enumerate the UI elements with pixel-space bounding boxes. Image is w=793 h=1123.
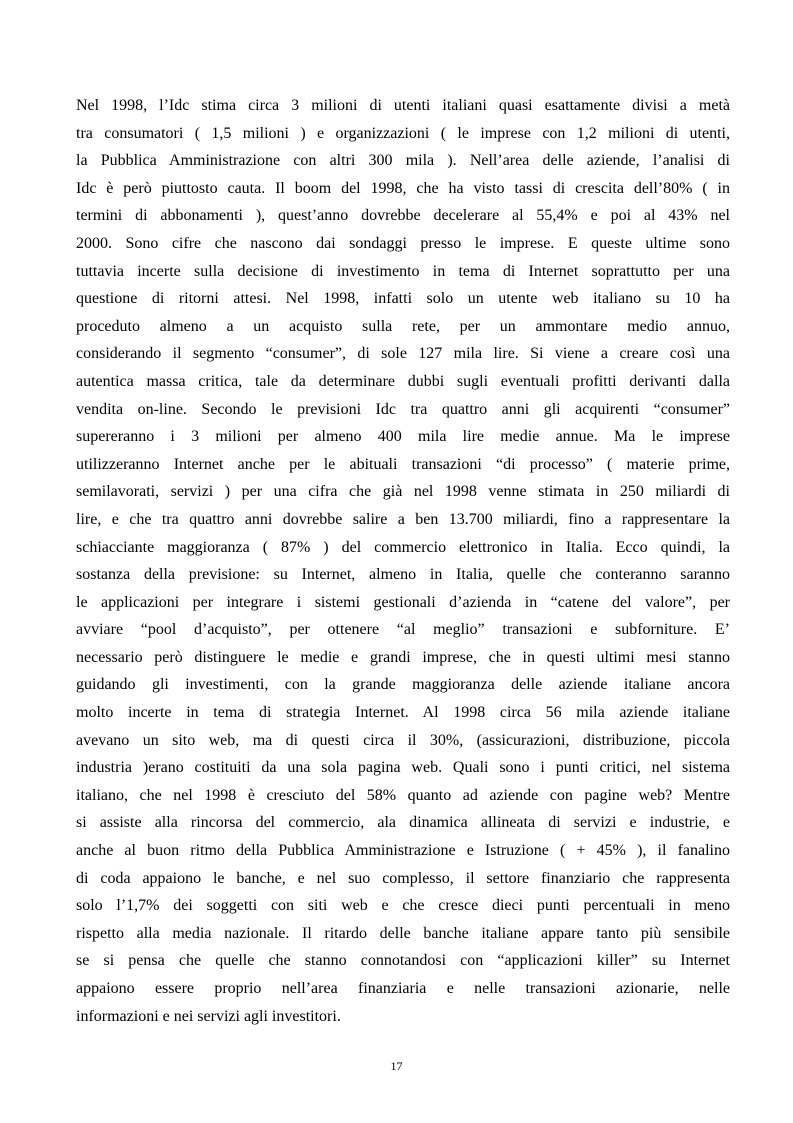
text-line: considerando il segmento “consumer”, di sole 127 mila lire. Si viene a creare così una: [76, 345, 730, 363]
text-line: tuttavia incerte sulla decisione di investimento in tema di Internet soprattutto per una: [76, 262, 730, 280]
text-line: Idc è però piuttosto cauta. Il boom del 1998, che ha visto tassi di crescita dell’80% ( in: [76, 179, 730, 197]
text-line: informazioni e nei servizi agli investitori.: [76, 1007, 341, 1025]
text-line: anche al buon ritmo della Pubblica Amministrazione e Istruzione ( + 45% ), il fanalino: [76, 842, 730, 860]
text-line: le applicazioni per integrare i sistemi gestionali d’azienda in “catene del valore”, per: [76, 593, 730, 611]
text-line: 2000. Sono cifre che nascono dai sondaggi presso le imprese. E queste ultime sono: [76, 234, 730, 252]
text-line: vendita on-line. Secondo le previsioni Idc tra quattro anni gli acquirenti “consumer”: [76, 400, 730, 418]
text-line: rispetto alla media nazionale. Il ritardo delle banche italiane appare tanto più sensibile: [76, 924, 730, 942]
text-line: industria )erano costituiti da una sola pagina web. Quali sono i punti critici, nel sistema: [76, 759, 730, 777]
text-line: appaiono essere proprio nell’area finanziaria e nelle transazioni azionarie, nelle: [76, 980, 730, 997]
text-line: utilizzeranno Internet anche per le abituali transazioni “di processo” ( materie prime,: [76, 455, 730, 473]
text-line: avviare “pool d’acquisto”, per ottenere “al meglio” transazioni e subforniture. E’: [76, 621, 730, 639]
text-line: se si pensa che quelle che stanno connotandosi con “applicazioni killer” su Internet: [76, 952, 730, 970]
text-line: questione di ritorni attesi. Nel 1998, infatti solo un utente web italiano su 10 ha: [76, 290, 730, 308]
text-line: proceduto almeno a un acquisto sulla rete, per un ammontare medio annuo,: [76, 317, 730, 335]
text-line: italiano, che nel 1998 è cresciuto del 58% quanto ad aziende con pagine web? Mentre: [76, 786, 730, 804]
text-line: di coda appaiono le banche, e nel suo complesso, il settore finanziario che rappresenta: [76, 869, 730, 887]
text-line: sostanza della previsione: su Internet, almeno in Italia, quelle che conteranno saranno: [76, 566, 730, 584]
text-line: solo l’1,7% dei soggetti con siti web e che cresce dieci punti percentuali in meno: [76, 897, 730, 915]
text-line: lire, e che tra quattro anni dovrebbe salire a ben 13.700 miliardi, fino a rappresentare la: [76, 510, 730, 528]
text-line: schiacciante maggioranza ( 87% ) del commercio elettronico in Italia. Ecco quindi, la: [76, 538, 730, 556]
text-line: semilavorati, servizi ) per una cifra che già nel 1998 venne stimata in 250 miliardi di: [76, 483, 730, 501]
text-line: tra consumatori ( 1,5 milioni ) e organizzazioni ( le imprese con 1,2 milioni di utenti,: [76, 124, 730, 142]
text-line: supereranno i 3 milioni per almeno 400 mila lire medie annue. Ma le imprese: [76, 428, 730, 446]
text-line: Nel 1998, l’Idc stima circa 3 milioni di utenti italiani quasi esattamente divisi a metà: [76, 97, 730, 114]
text-line: si assiste alla rincorsa del commercio, ala dinamica allineata di servizi e industrie, e: [76, 814, 730, 832]
text-line: termini di abbonamenti ), quest’anno dovrebbe decelerare al 55,4% e poi al 43% nel: [76, 207, 730, 225]
text-line: necessario però distinguere le medie e grandi imprese, che in questi ultimi mesi stanno: [76, 648, 730, 666]
text-line: la Pubblica Amministrazione con altri 300 mila ). Nell’area delle aziende, l’analisi di: [76, 152, 730, 170]
body-paragraph: [76, 92, 730, 1030]
text-line: autentica massa critica, tale da determinare dubbi sugli eventuali profitti derivanti dalla: [76, 372, 730, 390]
text-line: avevano un sito web, ma di questi circa il 30%, (assicurazioni, distribuzione, piccola: [76, 731, 730, 749]
page-number: 17: [390, 1059, 403, 1073]
text-line: molto incerte in tema di strategia Internet. Al 1998 circa 56 mila aziende italiane: [76, 704, 730, 722]
text-line: guidando gli investimenti, con la grande maggioranza delle aziende italiane ancora: [76, 676, 730, 694]
